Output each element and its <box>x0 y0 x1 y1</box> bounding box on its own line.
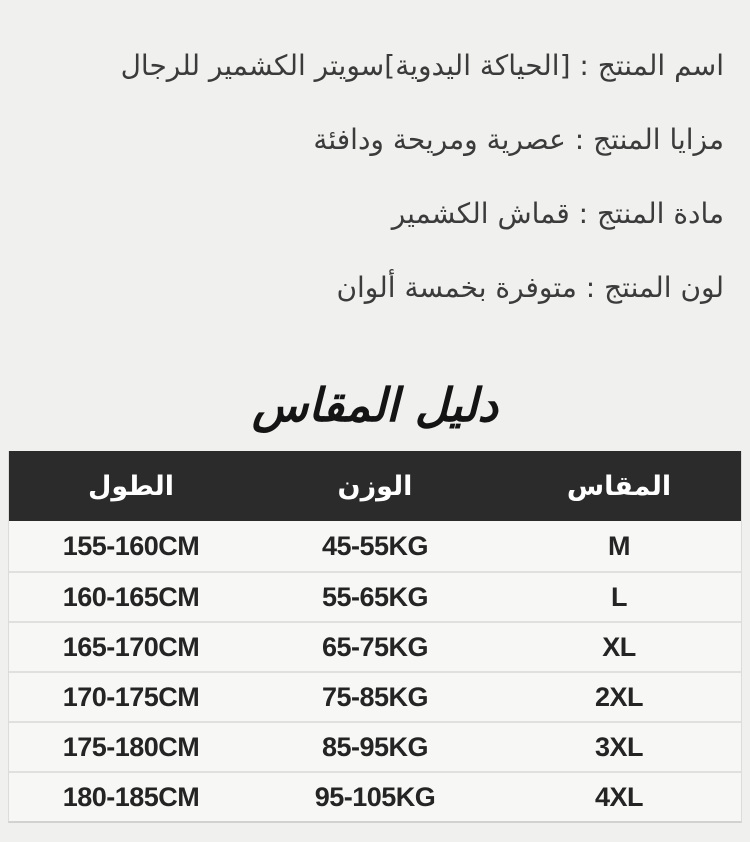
size-cell: L <box>611 581 627 612</box>
column-header-size: المقاس <box>566 470 672 502</box>
weight-cell: 55-65KG <box>321 581 429 612</box>
size-guide-table <box>8 451 742 823</box>
size-cell: 2XL <box>594 681 644 712</box>
table-row <box>9 521 741 571</box>
product-features-line: مزايا المنتج : عصرية ومريحة ودافئة <box>313 123 724 156</box>
height-cell: 155-160CM <box>62 530 200 561</box>
product-color-line: لون المنتج : متوفرة بخمسة ألوان <box>336 271 724 304</box>
table-header-row <box>9 451 741 521</box>
product-name-line: اسم المنتج : [الحياكة اليدوية]سويتر الكشمير للرجال <box>120 49 724 82</box>
weight-cell: 45-55KG <box>321 530 429 561</box>
size-cell: 4XL <box>594 781 644 812</box>
product-material-line: مادة المنتج : قماش الكشمير <box>391 197 724 230</box>
table-row <box>9 671 741 721</box>
weight-cell: 95-105KG <box>314 781 436 812</box>
size-cell: XL <box>602 631 636 662</box>
column-header-weight: الوزن <box>337 470 413 502</box>
height-cell: 160-165CM <box>62 581 200 612</box>
height-cell: 165-170CM <box>62 631 200 662</box>
table-row <box>9 771 741 821</box>
weight-cell: 85-95KG <box>321 731 429 762</box>
height-cell: 180-185CM <box>62 781 200 812</box>
table-row <box>9 621 741 671</box>
size-guide-title: دليل المقاس <box>251 378 499 432</box>
size-cell: M <box>608 530 630 561</box>
table-row <box>9 721 741 771</box>
product-info <box>0 0 750 306</box>
height-cell: 170-175CM <box>62 681 200 712</box>
weight-cell: 65-75KG <box>321 631 429 662</box>
size-cell: 3XL <box>594 731 644 762</box>
table-row <box>9 571 741 621</box>
weight-cell: 75-85KG <box>321 681 429 712</box>
column-header-height: الطول <box>87 470 175 502</box>
height-cell: 175-180CM <box>62 731 200 762</box>
